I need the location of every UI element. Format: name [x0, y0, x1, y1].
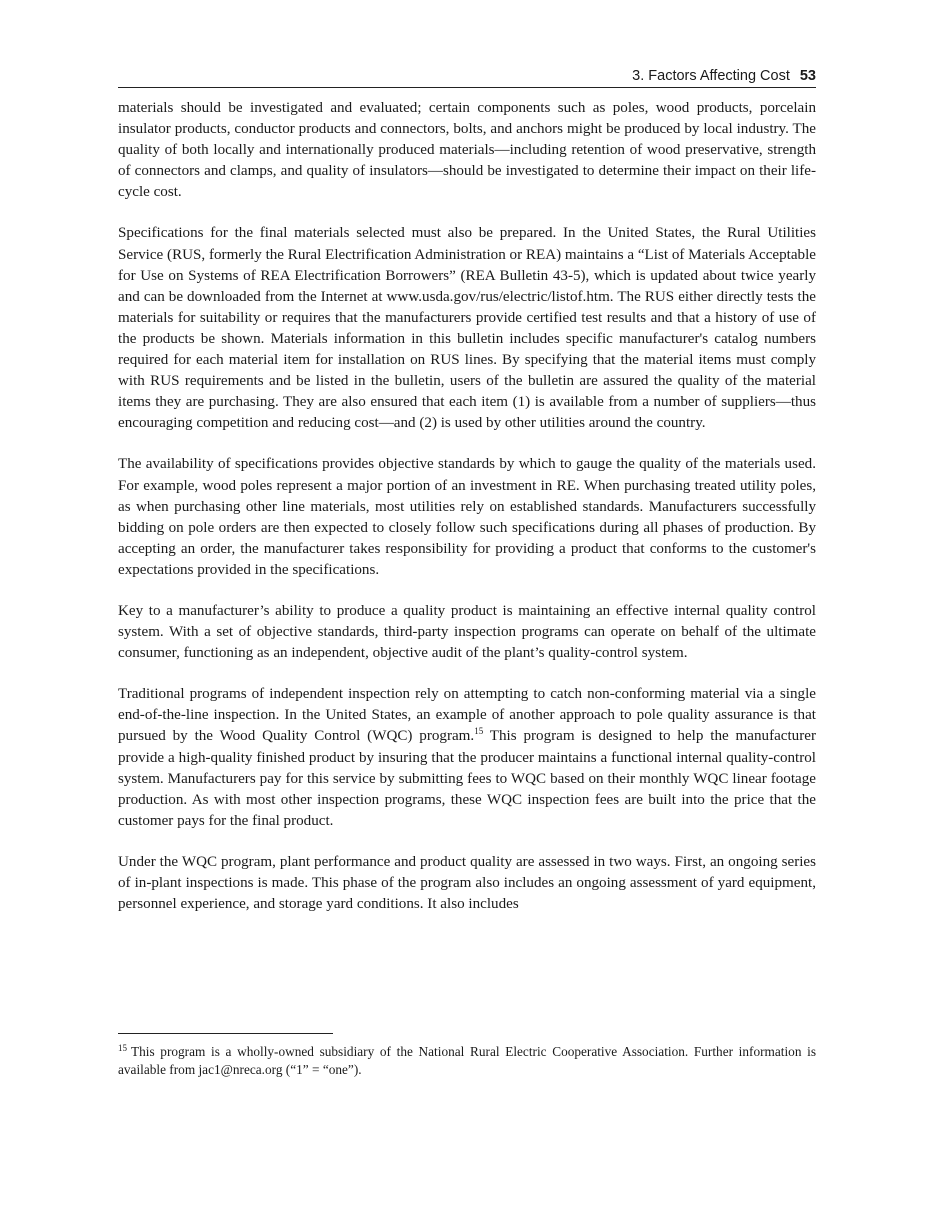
paragraph: [118, 684, 816, 832]
paragraph: The availability of specifications provides objective standards by which to gauge the quality of the materials used. For example, wood poles represent a major portion of an investment in RE. When purchasing treated utility poles, as when purchasing other line materials, most utilities rely on established standards. Manufacturers successfully bidding on pole orders are then expected to closely follow such specifications during all phases of production. By accepting an order, the manufacturer takes responsibility for providing a product that conforms to the customer's expectations provided in the specifications.: [118, 456, 816, 578]
footnote-divider: [118, 1033, 333, 1034]
footnote-marker: 15: [118, 1043, 127, 1053]
running-header: [118, 66, 816, 88]
paragraph: Under the WQC program, plant performance and product quality are assessed in two ways. First, an ongoing series of in-plant inspections is made. This phase of the program also includes an ongoing assessment of yard equipment, personnel experience, and storage yard conditions. It also includes: [118, 853, 816, 913]
footnote-text: This program is a wholly-owned subsidiary of the National Rural Electric Cooperative Association. Further information is available from jac1@nreca.org (“1” = “one”).: [118, 1044, 816, 1077]
paragraph: Key to a manufacturer’s ability to produce a quality product is maintaining an effective internal quality control system. With a set of objective standards, third-party inspection programs can operate on behalf of the ultimate consumer, functioning as an independent, objective audit of the plant’s quality-control system.: [118, 602, 816, 662]
chapter-title: 3. Factors Affecting Cost: [632, 68, 790, 84]
paragraph: materials should be investigated and evaluated; certain components such as poles, wood products, porcelain insulator products, conductor products and connectors, bolts, and anchors might be produced by local industry. The quality of both locally and internationally produced materials—including retention of wood preservative, strength of connectors and clamps, and quality of insulators—should be investigated to determine their impact on their life-cycle cost.: [118, 100, 816, 201]
paragraph-text-after: This program is designed to help the manufacturer provide a high-quality finished product by insuring that the producer maintains a functional internal quality-control system. Manufacturers pay for this service by submitting fees to WQC based on their monthly WQC linear footage production. As with most other inspection programs, these WQC inspection fees are built into the price that the customer pays for the final product.: [118, 728, 816, 829]
paragraph-text-before: Traditional programs of independent inspection rely on attempting to catch non-conforming material via a single end-of-the-line inspection. In the United States, an example of another approach to pole quality assurance is that pursued by the Wood Quality Control (WQC) program.: [118, 686, 816, 745]
body-text: [118, 98, 816, 935]
footnote-reference[interactable]: 15: [474, 726, 484, 737]
page-number: 53: [799, 68, 816, 84]
paragraph: Specifications for the final materials selected must also be prepared. In the United States, the Rural Utilities Service (RUS, formerly the Rural Electrification Administration or REA) maintains a “List of Materials Acceptable for Use on Systems of REA Electrification Borrowers” (REA Bulletin 43-5), which is updated about twice yearly and can be downloaded from the Internet at www.usda.gov/rus/electric/listof.htm. The RUS either directly tests the materials for suitability or requires that the manufacturers provide certified test results and that a history of use of the products be shown. Materials information in this bulletin includes specific manufacturer's catalog numbers required for each material item for installation on RUS lines. By specifying that the material items must comply with RUS requirements and be listed in the bulletin, users of the bulletin are assured the quality of the material items they are purchasing. They are also ensured that each item (1) is available from a number of suppliers—thus encouraging competition and reducing cost—and (2) is used by other utilities around the country.: [118, 225, 816, 432]
footnote: [118, 1043, 816, 1079]
